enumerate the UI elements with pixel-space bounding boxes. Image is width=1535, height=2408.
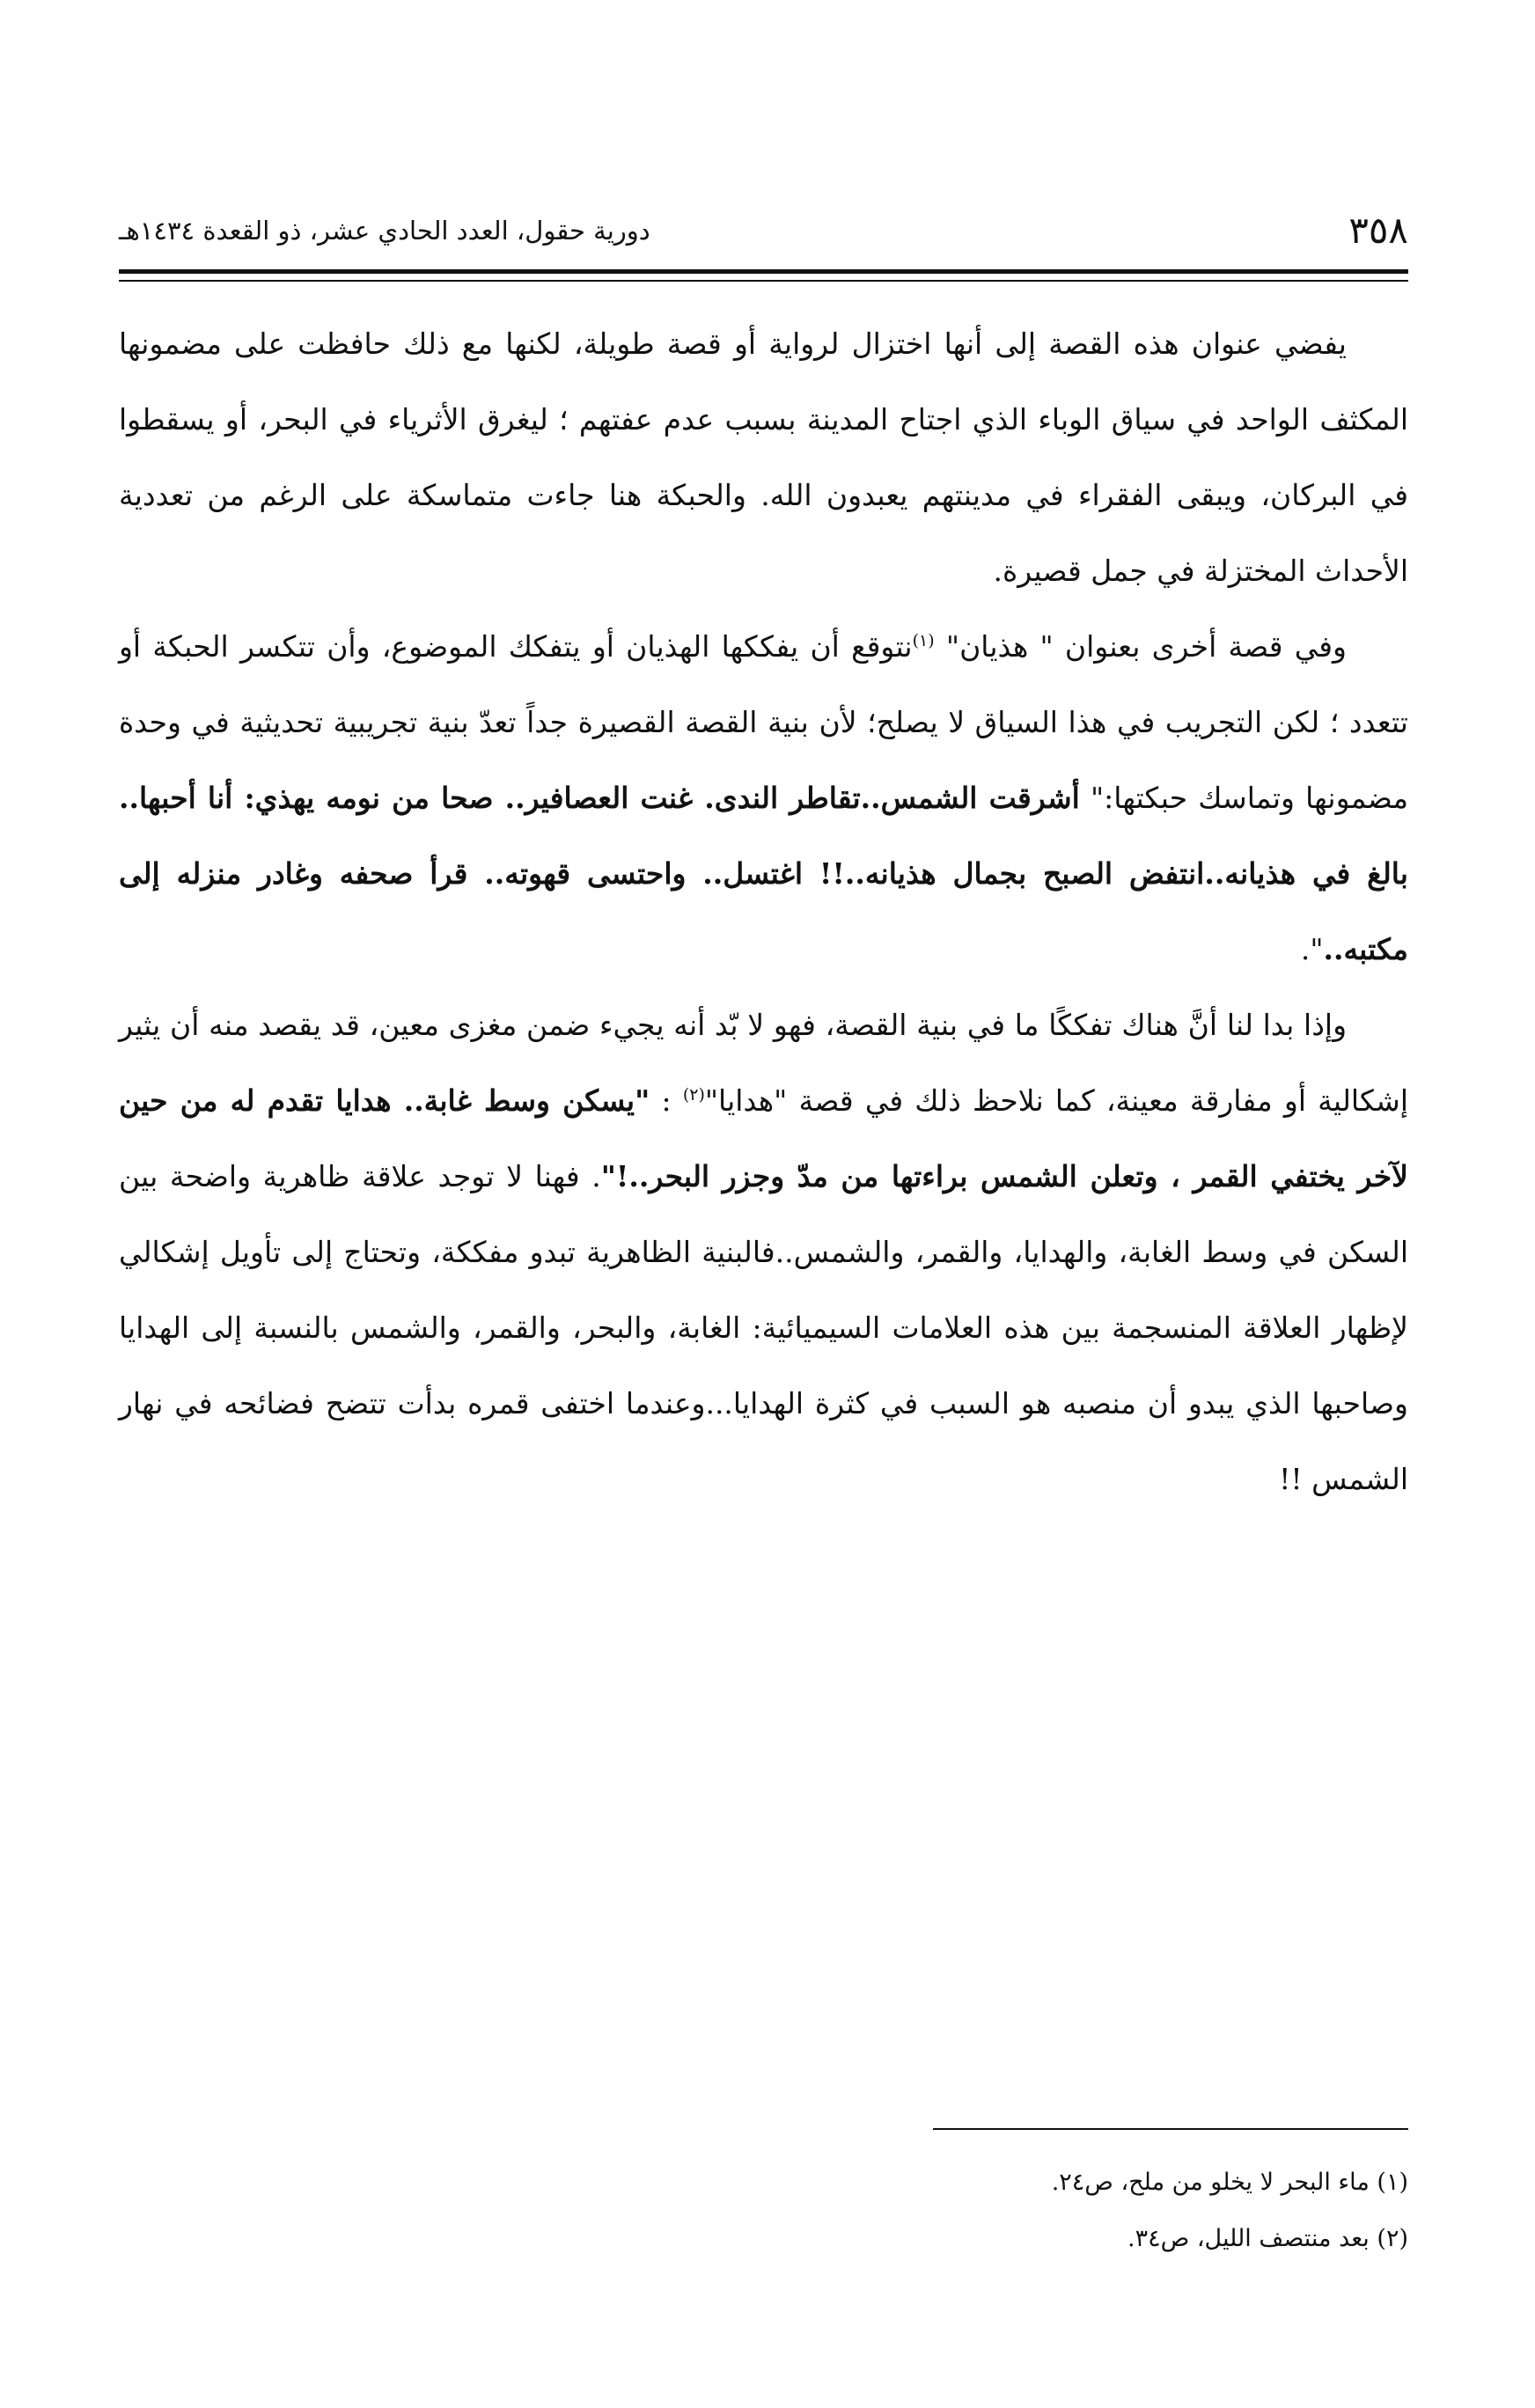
page-header bbox=[119, 207, 1408, 268]
footnote-marker: (١) bbox=[912, 631, 935, 650]
footnote-marker: (٢) bbox=[682, 1085, 705, 1105]
footnotes bbox=[119, 2155, 1408, 2267]
header-rule-thin bbox=[119, 280, 1408, 282]
paragraph-text: وإذا بدا لنا أنَّ هناك تفككًا ما في بنية القصة، فهو لا بّد أنه يجيء ضمن مغزى معين، قد يقصد منه أن يثير إشكالية أو مفارقة معينة، كما نلاحظ ذلك في قصة "هدايا" bbox=[119, 1008, 1408, 1118]
page-number: ٣٥٨ bbox=[1348, 209, 1408, 252]
paragraph-text: ". bbox=[1300, 932, 1324, 966]
header-rule-thick bbox=[119, 269, 1408, 274]
footnote-item: (٢) بعد منتصف الليل، ص٣٤. bbox=[1127, 2225, 1408, 2252]
running-title: دورية حقول، العدد الحادي عشر، ذو القعدة ١٤٣٤هـ bbox=[119, 216, 650, 246]
paragraph-text: نتوقع أن يفككها الهذيان أو يتفكك الموضوع، وأن تتكسر الحبكة أو تتعدد ؛ لكن التجريب في هذا السياق لا يصلح؛ لأن بنية القصة القصيرة جداً تعدّ بنية تجريبية تحديثية في وحدة مضمونها وتماسك حبكتها:" bbox=[119, 629, 1408, 815]
paragraph bbox=[119, 987, 1408, 1517]
paragraph-text: وفي قصة أخرى بعنوان " هذيان" bbox=[934, 629, 1347, 664]
paragraph bbox=[119, 609, 1408, 987]
footnote-separator bbox=[933, 2128, 1408, 2130]
quoted-bold-text: أشرقت الشمس..تقاطر الندى. غنت العصافير.. صحا من نومه يهذي: أنا أحبها.. بالغ في هذيانه..انتفض الصبح بجمال هذيانه..!! اغتسل.. واحتسى قهوته.. قرأ صحفه وغادر منزله إلى مكتبه.. bbox=[119, 781, 1408, 966]
paragraph-text: يفضي عنوان هذه القصة إلى أنها اختزال لرواية أو قصة طويلة، لكنها مع ذلك حافظت على مضمونها المكثف الواحد في سياق الوباء الذي اجتاح المدينة بسبب عدم عفتهم ؛ ليغرق الأثرياء في البحر، أو يسقطوا في البركان، ويبقى الفقراء في مدينتهم يعبدون الله. والحبكة هنا جاءت متماسكة على الرغم من تعددية الأحداث المختزلة في جمل قصيرة. bbox=[119, 327, 1408, 588]
paragraph bbox=[119, 306, 1408, 609]
quoted-bold-text: "يسكن وسط غابة.. هدايا تقدم له من حين لآخر يختفي القمر ، وتعلن الشمس براءتها من مدّ وجزر البحر..!" bbox=[119, 1083, 1408, 1193]
paragraph-text: : bbox=[650, 1083, 683, 1118]
paragraph-text: . فهنا لا توجد علاقة ظاهرية واضحة بين السكن في وسط الغابة، والهدايا، والقمر، والشمس..فالبنية الظاهرية تبدو مفككة، وتحتاج إلى تأويل إشكالي لإظهار العلاقة المنسجمة بين هذه العلامات السيميائية: الغابة، والبحر، والقمر، والشمس بالنسبة إلى الهدايا وصاحبها الذي يبدو أن منصبه هو السبب في كثرة الهدايا...وعندما اختفى قمره بدأت تتضح فضائحه في نهار الشمس !! bbox=[119, 1159, 1408, 1496]
main-text bbox=[119, 306, 1408, 1517]
footnote-item: (١) ماء البحر لا يخلو من ملح، ص٢٤. bbox=[1051, 2169, 1408, 2196]
